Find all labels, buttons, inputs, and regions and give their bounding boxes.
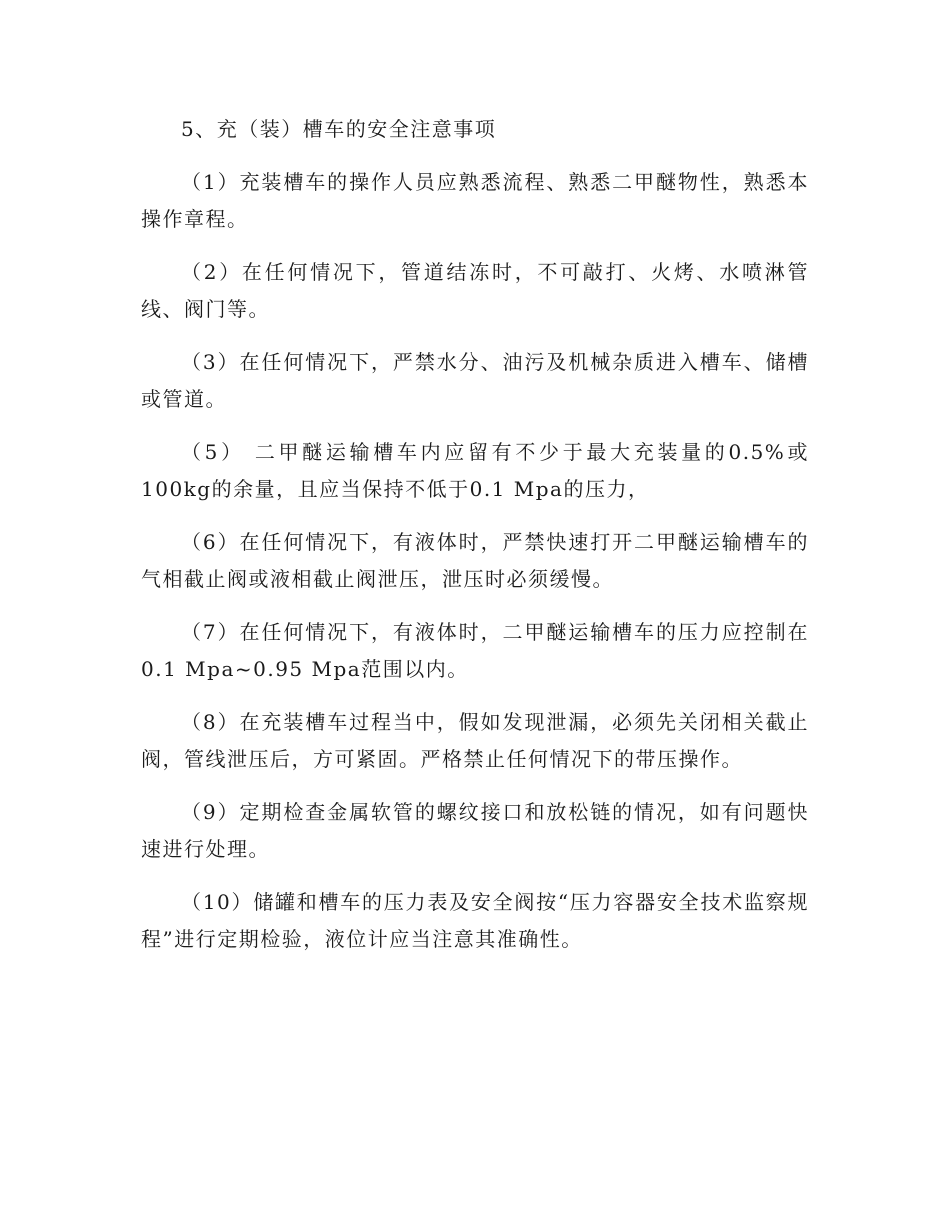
paragraph-8: （8）在充装槽车过程当中，假如发现泄漏，必须先关闭相关截止阀，管线泄压后，方可紧固。严格禁止任何情况下的带压操作。: [141, 710, 809, 771]
paragraph-9: （9）定期检查金属软管的螺纹接口和放松链的情况，如有问题快速进行处理。: [141, 800, 809, 861]
paragraph-5: （5） 二甲醚运输槽车内应留有不少于最大充装量的0.5%或100kg的余量，且应当保持不低于0.1 Mpa的压力，: [141, 440, 809, 501]
paragraph-3: （3）在任何情况下，严禁水分、油污及机械杂质进入槽车、储槽或管道。: [141, 350, 809, 411]
paragraph-10: （10）储罐和槽车的压力表及安全阀按“压力容器安全技术监察规程”进行定期检验，液位计应当注意其准确性。: [141, 890, 809, 951]
paragraph-7: （7）在任何情况下，有液体时，二甲醚运输槽车的压力应控制在0.1 Mpa~0.95 Mpa范围以内。: [141, 620, 809, 681]
paragraph-1: （1）充装槽车的操作人员应熟悉流程、熟悉二甲醚物性，熟悉本操作章程。: [141, 170, 809, 231]
document-body: [141, 111, 809, 974]
paragraph-6: （6）在任何情况下，有液体时，严禁快速打开二甲醚运输槽车的气相截止阀或液相截止阀泄压，泄压时必须缓慢。: [141, 530, 809, 591]
section-heading: 5、充（装）槽车的安全注意事项: [181, 117, 497, 141]
paragraph-2: （2）在任何情况下，管道结冻时，不可敲打、火烤、水喷淋管线、阀门等。: [141, 260, 809, 321]
